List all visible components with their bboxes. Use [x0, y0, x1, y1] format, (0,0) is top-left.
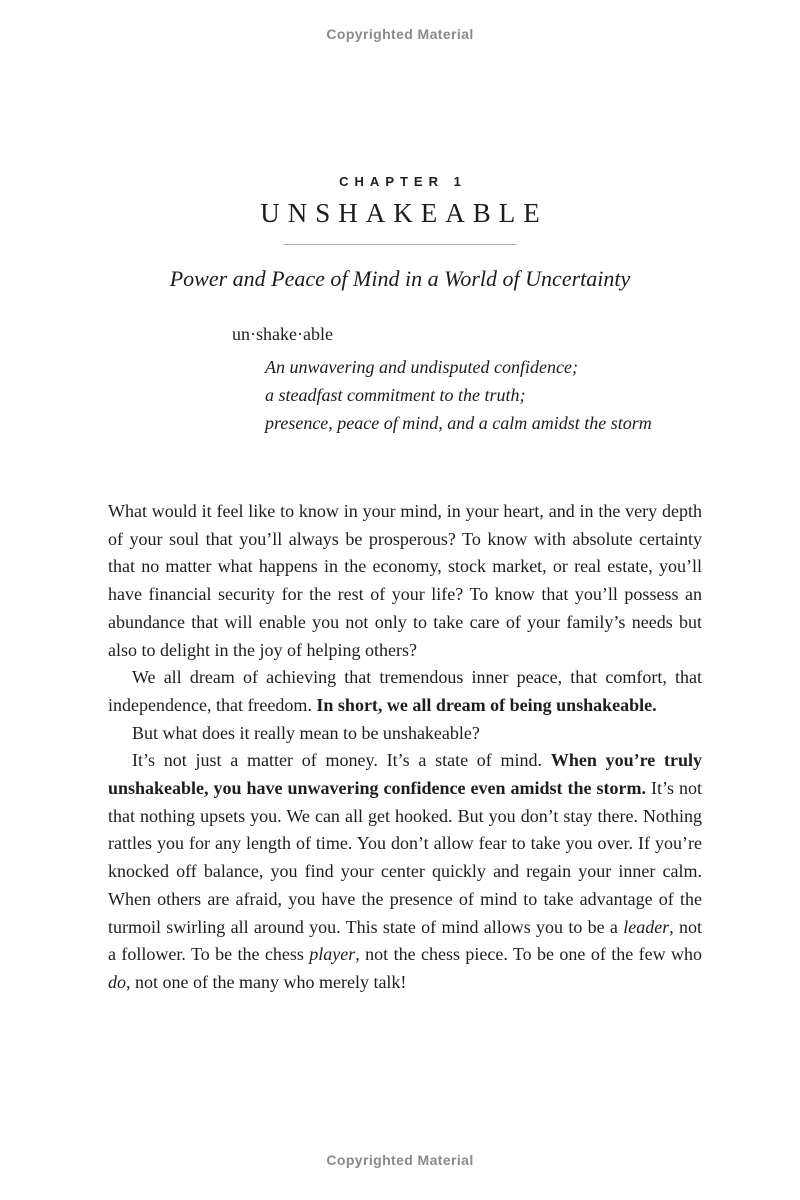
copyright-notice-bottom: Copyrighted Material [326, 1152, 474, 1168]
body-paragraph [108, 498, 702, 664]
definition-line: presence, peace of mind, and a calm amidst the storm [265, 413, 652, 433]
text-run: But what does it really mean to be unshakeable? [132, 722, 480, 743]
chapter-number-label: CHAPTER 1 [339, 174, 467, 189]
chapter-heading-block [0, 174, 800, 245]
italic-text: player [309, 944, 356, 965]
body-paragraph [108, 747, 702, 996]
body-paragraph [108, 664, 702, 719]
body-paragraph [108, 720, 702, 748]
definition-term: un·shake·able [232, 324, 333, 344]
text-run: , not the chess piece. To be one of the few who [355, 944, 702, 965]
definition-line: An unwavering and undisputed confidence; [265, 357, 578, 377]
body-text [108, 498, 702, 997]
definition-block [232, 324, 712, 437]
chapter-subtitle: Power and Peace of Mind in a World of Uncertainty [169, 266, 631, 291]
chapter-title: UNSHAKEABLE [260, 198, 548, 228]
title-divider-rule [283, 244, 517, 245]
italic-text: leader [623, 916, 670, 937]
definition-line: a steadfast commitment to the truth; [265, 385, 526, 405]
text-run: , not one of the many who merely talk! [126, 971, 407, 992]
copyright-notice-top: Copyrighted Material [326, 26, 474, 42]
text-run: We all dream of achieving that tremendous inner peace, that comfort, that independence, that freedom. [108, 667, 702, 715]
definition-lines [265, 353, 712, 437]
text-run: , not a follower. To be the chess [108, 916, 702, 965]
italic-text: do [108, 971, 126, 992]
text-run: What would it feel like to know in your mind, in your heart, and in the very depth of your soul that you’ll always be prosperous? To know with absolute certainty that no matter what happens in the economy, stock market, or real estate, you’ll have financial security for the rest of your life? To know that you’ll possess an abundance that will enable you not only to take care of your family’s needs but also to delight in the joy of helping others? [108, 501, 702, 660]
bold-text: When you’re truly unshakeable, you have unwavering confidence even amidst the storm. [108, 750, 703, 799]
text-run: It’s not that nothing upsets you. We can all get hooked. But you don’t stay there. Nothing rattles you for any length of time. You don’t allow fear to take you over. If you’re knocked off balance, you find your center quickly and regain your inner calm. When others are afraid, you have the presence of mind to take advantage of the turmoil swirling all around you. This state of mind allows you to be a [108, 778, 702, 937]
text-run: It’s not just a matter of money. It’s a state of mind. [132, 750, 551, 771]
bold-text: In short, we all dream of being unshakeable. [316, 694, 657, 715]
